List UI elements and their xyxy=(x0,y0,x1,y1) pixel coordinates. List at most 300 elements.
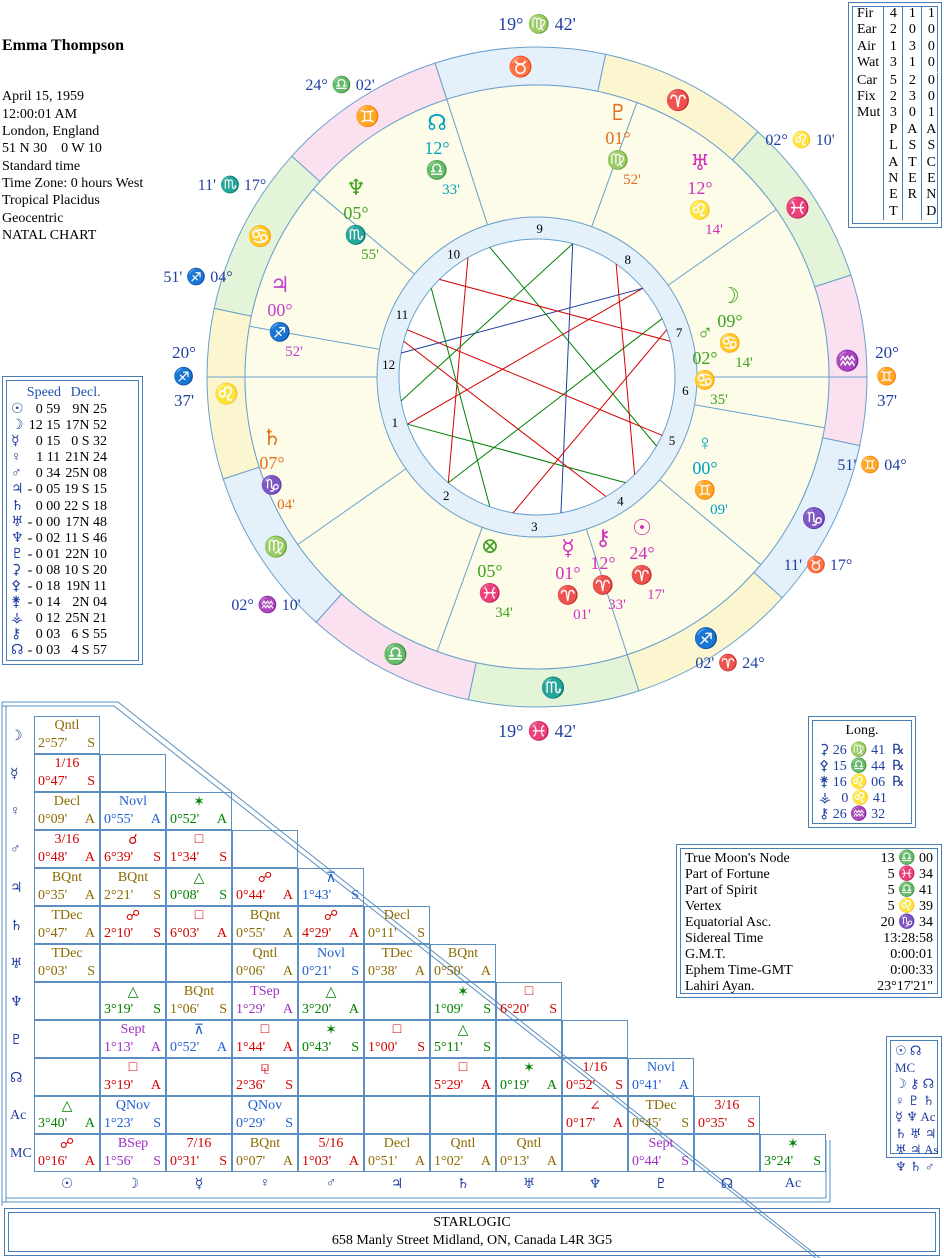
planet-sign: ♑ xyxy=(260,475,284,495)
aspect-name: ✶ xyxy=(787,1137,799,1152)
chart-point-label: Ephem Time-GMT xyxy=(685,963,793,978)
chart-point-value: 0:00:01 xyxy=(890,947,933,962)
aspect-cell xyxy=(166,906,232,944)
aspect-type: S xyxy=(153,850,161,865)
planet-speed: - 0 05 xyxy=(27,482,61,498)
aspect-orb: 0°16' xyxy=(38,1154,68,1169)
aspect-cell xyxy=(430,1020,496,1058)
planet-speed: 0 03 xyxy=(35,627,61,643)
element-count: 2 xyxy=(903,72,922,89)
planet-declination: 25N 08 xyxy=(65,466,108,482)
aspect-type: S xyxy=(87,774,95,789)
aspect-type: A xyxy=(150,1078,161,1093)
element-count: 3 xyxy=(903,89,922,105)
house-cusp-label: 51' ♊ 04° xyxy=(837,457,907,474)
aspect-type: S xyxy=(87,736,95,751)
legend-row: ♄ ♅ ♃ xyxy=(895,1125,937,1141)
aspect-row-glyph: ♂ xyxy=(10,842,21,857)
aspect-cell xyxy=(364,1096,430,1134)
aspect-type: S xyxy=(87,964,95,979)
aspect-type: A xyxy=(282,1040,293,1055)
aspect-name: ✶ xyxy=(193,795,205,810)
planet-declination: 22 S 18 xyxy=(64,498,108,514)
aspect-col-glyph: ♆ xyxy=(588,1177,602,1192)
planet-declination: 10 S 20 xyxy=(64,562,108,578)
element-count: 5 xyxy=(884,72,903,89)
aspect-orb: 0°35' xyxy=(38,888,68,903)
aspect-orb: 1°34' xyxy=(170,850,200,865)
aspect-row-glyph: ♇ xyxy=(10,1033,23,1048)
house-number: 7 xyxy=(675,325,683,341)
speed-row xyxy=(9,434,109,450)
aspect-orb: 0°07' xyxy=(236,1154,266,1169)
aspect-cell xyxy=(298,868,364,906)
aspect-name: BQnt xyxy=(117,870,149,885)
aspect-orb: 0°55' xyxy=(104,812,134,827)
aspect-orb: 3°24' xyxy=(764,1154,794,1169)
aspect-type: S xyxy=(351,1040,359,1055)
speed-declination-table xyxy=(2,376,143,665)
aspect-type: A xyxy=(480,1154,491,1169)
planet-degree: 02° xyxy=(692,348,718,368)
birth-detail-line: Time Zone: 0 hours West xyxy=(2,175,144,191)
aspect-type: S xyxy=(153,888,161,903)
speed-row xyxy=(9,563,109,579)
aspect-type: A xyxy=(84,1154,95,1169)
speed-row xyxy=(9,611,109,627)
aspect-name: □ xyxy=(194,832,204,847)
chart-point-label: G.M.T. xyxy=(685,947,726,962)
aspect-name: ☍ xyxy=(59,1137,75,1152)
aspect-orb: 1°00' xyxy=(368,1040,398,1055)
planet-glyph: ♃ xyxy=(11,482,24,498)
chart-point-label: Vertex xyxy=(685,899,722,914)
aspect-name: ⊼ xyxy=(193,1023,205,1038)
planet-glyph: ☉ xyxy=(11,402,24,417)
glyph-legend xyxy=(886,1036,942,1174)
planet-degree: 12° xyxy=(590,553,616,573)
element-count: 2 xyxy=(884,22,903,38)
aspect-type: A xyxy=(282,1154,293,1169)
element-count: 0 xyxy=(922,22,941,38)
aspect-row-glyph: ♆ xyxy=(10,995,23,1010)
planet-speed: - 0 02 xyxy=(27,530,61,546)
ic-label: 19° ♓ 42' xyxy=(498,721,576,741)
speed-row xyxy=(9,579,109,595)
planet-minutes: 14' xyxy=(705,222,723,238)
aspect-cell xyxy=(562,1020,628,1058)
chart-point-row xyxy=(685,899,933,915)
aspect-row-glyph: ☽ xyxy=(10,729,23,744)
aspect-name: △ xyxy=(325,985,337,1000)
element-label: Ear xyxy=(857,22,877,38)
aspect-name: △ xyxy=(193,871,205,886)
aspect-row-glyph: ☿ xyxy=(10,767,19,782)
aspect-row-glyph: ♄ xyxy=(10,919,23,934)
element-count: 0 xyxy=(903,22,922,38)
aspect-cell xyxy=(496,1096,562,1134)
aspect-orb: 0°51' xyxy=(368,1154,398,1169)
aspect-name: BQnt xyxy=(51,870,83,885)
aspect-col-glyph: ♃ xyxy=(390,1177,404,1192)
aspect-name: ✶ xyxy=(325,1023,337,1038)
aspect-type: A xyxy=(216,1040,227,1055)
aspect-type: S xyxy=(681,1116,689,1131)
aspect-type: S xyxy=(483,1040,491,1055)
mc-label: 19° ♍ 42' xyxy=(498,14,576,34)
aspect-orb: 0°52' xyxy=(566,1078,596,1093)
aspect-type: S xyxy=(285,1078,293,1093)
planet-speed: - 0 14 xyxy=(27,595,61,611)
chart-point-row xyxy=(685,915,933,931)
chart-point-label: Part of Spirit xyxy=(685,883,758,898)
aspect-type: A xyxy=(414,964,425,979)
aspect-orb: 0°19' xyxy=(500,1078,530,1093)
element-count: 0 xyxy=(922,39,941,55)
planet-glyph: ⊗ xyxy=(480,533,500,558)
element-count: 0 xyxy=(922,55,941,72)
planet-sign: ♍ xyxy=(606,150,630,170)
aspect-name: Qntl xyxy=(516,1136,542,1151)
aspect-cell xyxy=(34,1020,100,1058)
aspect-cell xyxy=(430,982,496,1020)
aspect-name: Qntl xyxy=(450,1136,476,1151)
aspect-cell xyxy=(430,1134,496,1172)
planet-glyph: ⚳ xyxy=(11,562,22,578)
aspect-orb: 2°21' xyxy=(104,888,134,903)
legend-row: ♀ ♇ ♄ xyxy=(895,1092,935,1108)
planet-declination: 19N 11 xyxy=(65,579,108,595)
aspect-cell xyxy=(166,1134,232,1172)
aspect-name: ☍ xyxy=(257,871,273,886)
aspect-name: Decl xyxy=(383,1136,411,1151)
aspect-row-glyph: Ac xyxy=(10,1108,27,1123)
person-name: Emma Thompson xyxy=(2,36,124,54)
element-label: Air xyxy=(857,38,876,54)
planet-speed: 0 59 xyxy=(35,402,61,417)
planet-minutes: 09' xyxy=(710,502,728,518)
element-count: 3 xyxy=(884,105,903,121)
house-cusp-label: 11' ♏ 17° xyxy=(197,177,267,194)
planet-glyph: ♄ xyxy=(11,498,24,514)
element-column-label: A S C E N D xyxy=(922,122,941,220)
aspect-cell xyxy=(100,754,166,792)
aspect-type: S xyxy=(483,1002,491,1017)
aspect-cell xyxy=(100,1020,166,1058)
aspect-orb: 0°48' xyxy=(38,850,68,865)
aspect-type: S xyxy=(219,1154,227,1169)
planet-degree: 12° xyxy=(687,178,713,198)
planet-sign: ♐ xyxy=(268,322,292,342)
birth-detail-line: Tropical Placidus xyxy=(2,193,100,209)
aspect-cell xyxy=(34,982,100,1020)
aspect-name: ✶ xyxy=(523,1061,535,1076)
house-number: 10 xyxy=(447,246,461,262)
aspect-name: △ xyxy=(61,1099,73,1114)
planet-speed: - 0 18 xyxy=(27,579,61,595)
planet-speed: 12 15 xyxy=(28,418,61,434)
element-column-label: P L A N E T xyxy=(884,122,903,220)
speed-header: Decl. xyxy=(70,385,101,400)
aspect-orb: 0°52' xyxy=(170,1040,200,1055)
aspect-cell xyxy=(166,982,232,1020)
aspect-orb: 0°17' xyxy=(566,1116,596,1131)
chart-point-row xyxy=(685,979,933,995)
planet-glyph: ☽ xyxy=(720,283,740,308)
aspect-cell xyxy=(364,982,430,1020)
aspect-type: A xyxy=(282,926,293,941)
planet-glyph: ☿ xyxy=(11,434,20,450)
aspect-name: Novl xyxy=(119,794,147,809)
legend-row: ☿ ♆ Ac xyxy=(895,1109,936,1124)
aspect-cell xyxy=(364,1134,430,1172)
house-cusp-label: 11' ♉ 17° xyxy=(783,557,853,574)
aspect-name: Novl xyxy=(317,946,345,961)
zodiac-sign-glyph: ♉ xyxy=(508,56,534,79)
zodiac-sign-glyph: ♎ xyxy=(383,644,409,667)
planet-glyph: ♇ xyxy=(608,100,628,125)
chart-point-label: Sidereal Time xyxy=(685,931,764,946)
aspect-orb: 5°29' xyxy=(434,1078,464,1093)
house-number: 5 xyxy=(668,432,676,448)
element-count: 1 xyxy=(903,55,922,72)
aspect-cell xyxy=(562,1058,628,1096)
planet-glyph: ♅ xyxy=(690,150,710,175)
element-count: 3 xyxy=(903,39,922,55)
aspect-orb: 1°03' xyxy=(302,1154,332,1169)
aspect-cell xyxy=(496,1058,562,1096)
aspect-orb: 1°06' xyxy=(170,1002,200,1017)
longitudes-list xyxy=(819,743,905,823)
aspect-orb: 6°20' xyxy=(500,1002,530,1017)
aspect-name: Sept xyxy=(120,1022,146,1037)
aspect-name: 1/16 xyxy=(54,756,80,771)
aspect-type: A xyxy=(678,1078,689,1093)
zodiac-sign-glyph: ♍ xyxy=(263,536,289,559)
aspect-orb: 1°09' xyxy=(434,1002,464,1017)
aspect-type: S xyxy=(813,1154,821,1169)
aspect-cell xyxy=(232,1134,298,1172)
house-number: 4 xyxy=(617,493,624,509)
asteroid-longitude: ⚴ 15 ♎ 44 ℞ xyxy=(819,759,905,774)
planet-sign: ♓ xyxy=(478,583,502,603)
aspect-orb: 2°10' xyxy=(104,926,134,941)
aspect-name: TDec xyxy=(51,946,83,961)
aspect-cell xyxy=(298,1058,364,1096)
zodiac-sign-glyph: ♌ xyxy=(213,383,239,406)
birth-detail-line: London, England xyxy=(2,124,100,140)
planet-glyph: ♆ xyxy=(346,175,366,200)
aspect-cell xyxy=(34,1096,100,1134)
aspect-cell xyxy=(166,792,232,830)
zodiac-sign-glyph: ♐ xyxy=(693,627,719,650)
planet-declination: 25N 21 xyxy=(65,611,108,627)
aspect-orb: 4°29' xyxy=(302,926,332,941)
house-number: 8 xyxy=(624,251,631,267)
aspect-name: 1/16 xyxy=(582,1060,608,1075)
speed-row xyxy=(9,515,109,531)
element-label: Car xyxy=(857,72,878,88)
aspect-orb: 0°09' xyxy=(38,812,68,827)
aspect-orb: 0°47' xyxy=(38,774,68,789)
planet-minutes: 55' xyxy=(361,247,379,263)
planet-degree: 12° xyxy=(424,138,450,158)
aspect-type: A xyxy=(150,1040,161,1055)
speed-row xyxy=(9,466,109,482)
desc-label: 37' xyxy=(876,391,898,410)
asteroid-longitudes xyxy=(808,716,916,828)
chart-point-row xyxy=(685,867,933,883)
aspect-name: △ xyxy=(457,1023,469,1038)
aspect-type: A xyxy=(216,926,227,941)
element-count: 1 xyxy=(884,39,903,55)
chart-point-row xyxy=(685,931,933,947)
aspect-orb: 2°36' xyxy=(236,1078,266,1093)
planet-sign: ♋ xyxy=(693,370,717,390)
aspect-type: S xyxy=(615,1078,623,1093)
aspect-orb: 0°52' xyxy=(170,812,200,827)
zodiac-sign-glyph: ♑ xyxy=(801,508,827,531)
planet-minutes: 33' xyxy=(442,182,460,198)
aspect-cell xyxy=(628,1096,694,1134)
aspect-cell xyxy=(562,1134,628,1172)
legend-row: ☉ ☊ MC xyxy=(895,1043,922,1075)
chart-point-value: 13 ♎ 00 xyxy=(880,851,933,866)
aspect-cell xyxy=(232,1058,298,1096)
element-count: 1 xyxy=(903,6,922,22)
speed-row xyxy=(9,643,109,659)
aspect-cell xyxy=(34,906,100,944)
aspect-cell xyxy=(232,982,298,1020)
planet-sign: ♈ xyxy=(591,575,615,595)
speed-row xyxy=(9,482,109,498)
aspect-orb: 3°19' xyxy=(104,1002,134,1017)
aspect-type: A xyxy=(480,964,491,979)
chart-point-value: 23°17'21" xyxy=(877,979,933,994)
chart-point-label: True Moon's Node xyxy=(685,851,790,866)
house-cusp-label: 02° ♒ 10' xyxy=(231,597,301,614)
planet-degree: 00° xyxy=(267,300,293,320)
planet-declination: 11 S 46 xyxy=(64,530,108,546)
element-count: 2 xyxy=(884,89,903,105)
aspect-name: QNov xyxy=(247,1098,283,1113)
planet-minutes: 04' xyxy=(277,497,295,513)
aspect-orb: 1°13' xyxy=(104,1040,134,1055)
aspect-cell xyxy=(34,716,100,754)
aspect-type: A xyxy=(150,812,161,827)
asteroid-longitude: ⚶ 0 ♌ 41 xyxy=(819,791,887,806)
aspect-name: □ xyxy=(524,984,534,999)
speed-row xyxy=(9,499,109,515)
aspect-cell xyxy=(364,1020,430,1058)
aspect-col-glyph: ♇ xyxy=(654,1177,668,1192)
planet-sign: ♊ xyxy=(693,480,717,500)
house-cusp-label: 02° ♌ 10' xyxy=(765,132,835,149)
asc-label: 37' xyxy=(173,391,195,410)
birth-detail-line: April 15, 1959 xyxy=(2,89,85,105)
aspect-orb: 0°47' xyxy=(38,926,68,941)
aspect-orb: 6°39' xyxy=(104,850,134,865)
aspect-type: A xyxy=(414,1154,425,1169)
aspect-name: BQnt xyxy=(447,946,479,961)
aspect-cell xyxy=(496,1020,562,1058)
aspect-col-glyph: ♄ xyxy=(456,1177,470,1192)
aspect-cell xyxy=(100,868,166,906)
planet-glyph: ☽ xyxy=(11,418,24,434)
aspect-cell xyxy=(364,1058,430,1096)
chart-point-row xyxy=(685,963,933,979)
aspect-cell xyxy=(430,944,496,982)
chart-point-value: 5 ♌ 39 xyxy=(887,899,933,914)
aspect-cell xyxy=(166,1096,232,1134)
aspect-orb: 0°43' xyxy=(302,1040,332,1055)
planet-glyph: ♄ xyxy=(262,425,282,450)
planet-minutes: 33' xyxy=(608,597,626,613)
aspect-orb: 0°45' xyxy=(632,1116,662,1131)
aspect-name: QNov xyxy=(115,1098,151,1113)
house-cusp-label: 51' ♐ 04° xyxy=(163,269,233,286)
aspect-type: A xyxy=(348,1002,359,1017)
aspect-cell xyxy=(34,1058,100,1096)
element-count: 3 xyxy=(884,55,903,72)
speed-row xyxy=(9,531,109,547)
aspect-row-glyph: ☊ xyxy=(10,1071,23,1086)
aspect-type: S xyxy=(153,1116,161,1131)
aspect-type: S xyxy=(549,1002,557,1017)
planet-minutes: 52' xyxy=(285,344,303,360)
aspect-cell xyxy=(364,944,430,982)
planet-degree: 07° xyxy=(259,453,285,473)
aspect-cell xyxy=(694,1134,760,1172)
birth-detail-line: Geocentric xyxy=(2,210,64,226)
element-label: Mut xyxy=(857,105,881,121)
chart-point-value: 20 ♑ 34 xyxy=(880,915,933,930)
planet-glyph: ♇ xyxy=(11,546,24,562)
element-label: Fir xyxy=(857,6,874,21)
legend-row: ♆ ♄ ♂ xyxy=(895,1158,935,1174)
aspect-type: A xyxy=(84,850,95,865)
aspect-name: TSep xyxy=(250,984,280,999)
footer-company: STARLOGIC xyxy=(433,1215,511,1230)
aspect-type: A xyxy=(282,964,293,979)
aspect-name: BQnt xyxy=(249,908,281,923)
planet-degree: 01° xyxy=(605,128,631,148)
house-number: 12 xyxy=(382,357,396,373)
planet-declination: 21N 24 xyxy=(65,450,108,466)
planet-declination: 9N 25 xyxy=(72,402,108,417)
aspect-name: 3/16 xyxy=(714,1098,740,1113)
speed-header: Speed xyxy=(26,385,61,400)
aspect-type: S xyxy=(153,1154,161,1169)
aspect-cell xyxy=(34,944,100,982)
aspect-name: 7/16 xyxy=(186,1136,212,1151)
aspect-type: A xyxy=(348,1154,359,1169)
aspect-type: S xyxy=(153,926,161,941)
planet-glyph: ♂ xyxy=(11,466,22,482)
aspect-type: S xyxy=(219,850,227,865)
planet-glyph: ⚴ xyxy=(11,579,22,595)
aspect-name: ∠ xyxy=(589,1099,601,1114)
aspect-name: TDec xyxy=(381,946,413,961)
footer-address: 658 Manly Street Midland, ON, Canada L4R 3G5 xyxy=(331,1233,613,1248)
aspect-cell xyxy=(232,868,298,906)
aspect-cell xyxy=(34,754,100,792)
aspect-cell xyxy=(166,1058,232,1096)
legend-row: ☽ ⚷ ☊ xyxy=(895,1076,935,1091)
aspect-type: S xyxy=(219,888,227,903)
aspect-name: TDec xyxy=(645,1098,677,1113)
zodiac-sign-glyph: ♓ xyxy=(785,197,811,220)
